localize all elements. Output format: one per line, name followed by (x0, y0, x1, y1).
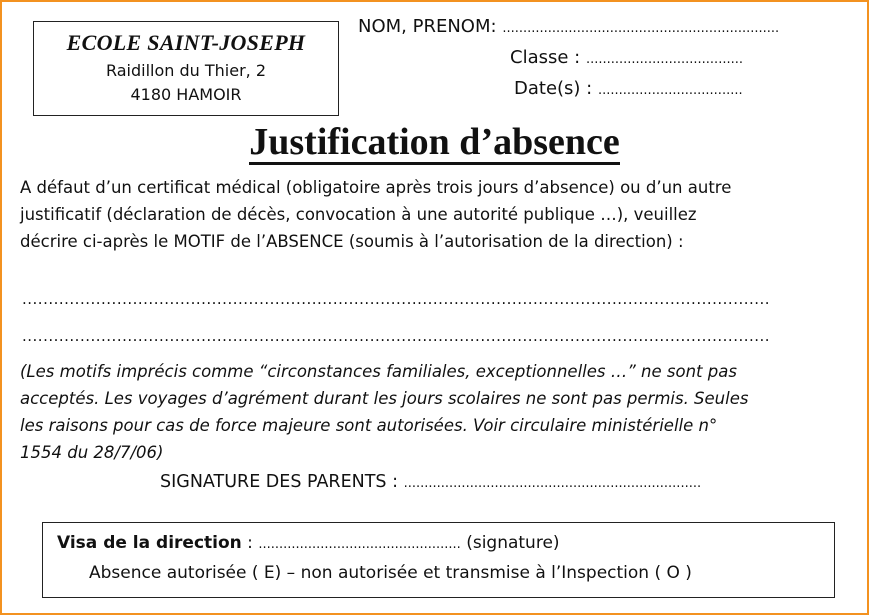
intro-line-2: justificatif (déclaration de décès, convocation à une autorité publique …), veuillez (20, 205, 697, 224)
visa-authorization-options: Absence autorisée ( E) – non autorisée et transmise à l’Inspection ( O ) (89, 563, 692, 583)
intro-line-1: A défaut d’un certificat médical (obligatoire après trois jours d’absence) ou d’un autre (20, 178, 732, 197)
reason-answer-line-1[interactable]: .............................................................................................................................................. (22, 290, 771, 308)
page-title-text: Justification d’absence (249, 121, 620, 163)
policy-note (20, 358, 850, 466)
school-address: Raidillon du Thier, 2 (105, 61, 267, 80)
name-dots: ................................................................... (502, 21, 780, 36)
class-label: Classe : (510, 47, 581, 68)
class-field[interactable] (510, 47, 743, 68)
note-line-2: acceptés. Les voyages d’agrément durant les jours scolaires ne sont pas permis. Seules (20, 389, 749, 408)
signature-dots: ........................................................................ (403, 476, 702, 491)
note-line-1: (Les motifs imprécis comme “circonstances familiales, exceptionnelles …” ne sont pas (20, 362, 737, 381)
visa-label: Visa de la direction (57, 533, 242, 553)
visa-dots: ................................................. (258, 537, 461, 552)
class-dots: ...................................... (585, 52, 743, 67)
intro-text (20, 174, 850, 255)
direction-visa-box (42, 522, 835, 598)
date-field[interactable] (514, 78, 743, 99)
page-title (2, 120, 867, 165)
note-line-4: 1554 du 28/7/06) (20, 443, 164, 462)
note-line-3: les raisons pour cas de force majeure sont autorisées. Voir circulaire ministérielle n° (20, 416, 718, 435)
parents-signature-field[interactable] (160, 472, 701, 492)
name-label: NOM, PRENOM: (358, 16, 497, 37)
visa-signature-field[interactable] (57, 533, 560, 553)
signature-label: SIGNATURE DES PARENTS : (160, 472, 398, 492)
visa-colon: : (241, 533, 259, 553)
date-dots: ................................... (597, 83, 743, 98)
date-label: Date(s) : (514, 78, 593, 99)
school-address-box (33, 21, 339, 116)
visa-suffix: (signature) (460, 533, 560, 553)
name-field[interactable] (358, 16, 779, 37)
school-city: 4180 HAMOIR (130, 85, 242, 104)
school-name: ECOLE SAINT-JOSEPH (66, 30, 306, 55)
reason-answer-line-2[interactable]: .............................................................................................................................................. (22, 327, 771, 345)
intro-line-3: décrire ci-après le MOTIF de l’ABSENCE (soumis à l’autorisation de la direction) : (20, 232, 684, 251)
